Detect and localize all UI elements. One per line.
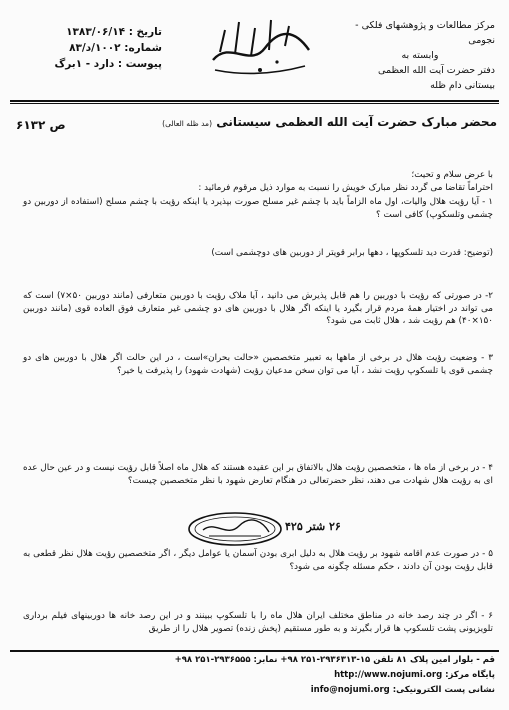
received-ref-number: ۶۱۳۲ ص [16,118,66,132]
footer-address: قم - بلوار امین پلاک ۸۱ تلفن ۱۵-۲۹۳۶۳۱۳-۲۵۱ ۹۸+ نمابر: ۲۹۳۶۵۵۵-۲۵۱ ۹۸+ [174,655,495,665]
header-divider-thin [10,103,499,104]
request-line: احتراماً تقاضا می گردد نظر مبارک خویش را نسبت به موارد ذیل مرقوم فرمائید : [198,183,493,193]
basmala-calligraphy [205,10,315,80]
addressee-text: محضر مبارک حضرت آیت الله العظمی سیستانی [216,115,497,129]
email-label: نشانی پست الکترونیکی: [392,685,495,695]
org-name: مرکز مطالعات و پژوهشهای فلکی - نجومی [355,20,495,46]
question-1: ۱ - آیا رؤیت هلال والیات، اول ماه الزاماً باید با چشم غیر مسلح صورت بپذیرد یا اینکه رؤیت با چشم مسلح (استفاده از دوربین دو چشمی وتلسکوپ) کافی است ؟ [23,197,493,220]
org-office: دفتر حضرت آیت الله العظمی بیستانی دام ظله [378,65,495,91]
org-affiliation: وابسته به [401,50,439,61]
website-link[interactable]: http://www.nojumi.org [334,670,443,680]
question-5: ۵ - در صورت عدم اقامه شهود بر رؤیت هلال به دلیل ابری بودن آسمان یا عوامل دیگر ، اگر متخصصین رؤیت هلال نظر قطعی به قابل رؤیت بودن آن دادند ، حکم مسئله چگونه می شود؟ [23,549,493,572]
letter-meta [12,24,162,72]
footer-divider [10,650,499,652]
letter-number: شماره: ۱۰۰۲/د/۸۳ [69,42,162,54]
website-label: پایگاه مرکز: [445,670,495,680]
addressee [117,115,497,129]
email-link[interactable]: info@nojumi.org [310,685,390,695]
addressee-honorific: (مد ظله العالی) [162,119,212,128]
letter-date: تاریخ : ۱۳۸۳/۰۶/۱۴ [66,26,162,38]
footer-website [15,670,495,680]
received-stamp-note: ۲۶ شتر ۴۲۵ [285,520,341,533]
footer-email [15,685,495,695]
header-divider [10,100,499,102]
office-stamp [185,510,285,548]
organization-header [345,18,495,93]
question-4: ۴ - در برخی از ماه ها ، متخصصین رؤیت هلال بالاتفاق بر این عقیده هستند که هلال ماه اصلاً قابل رؤیت نیست و در عین حال عده ای به رؤیت هلال شهادت می دهند، نظر حضرتعالی در هنگام تعارض شهود با نظر متخصصین چیست؟ [23,463,493,486]
greeting: با عرض سلام و تحیت؛ [411,170,493,180]
question-6: ۶ - اگر در چند رصد خانه در مناطق مختلف ایران هلال ماه را با تلسکوپ ببینند و در این رصد خانه ها دوربینهای فیلم برداری تلویزیونی پشت تلسکوپ ها قرار بگیرند و به طور مستقیم (پخش زنده) تصویر هلال را از طریق [23,611,493,634]
letter-attachment: پیوست : دارد - ۱برگ [54,58,162,70]
question-3: ۳ - وضعیت رؤیت هلال در برخی از ماهها به تعبیر متخصصین «حالت بحران»است ، در این حالت اگر هلال با دوربین های دو چشمی قوی یا تلسکوپ رؤیت نشد ، آیا می توان سخن مدعیان رؤیت (شهادت شهود) را پذیرفت یا خیر؟ [23,353,493,376]
question-2: ۲- در صورتی که رؤیت با دوربین را هم قابل پذیرش می دانید ، آیا ملاک رؤیت با دوربین متعارفی (مانند دوربین ۵۰×۷) است که می تواند در اختیار همهٔ مردم قرار بگیرد یا اینکه اگر هلال با دوربین های دو چشمی غیر متعارف فوق العاده قوی (مانند دوربین ۱۵۰×۴۰) هم رؤیت شد ، هلال ثابت می شود؟ [23,291,493,326]
question-1-note: (توضیح: قدرت دید تلسکوپها ، دهها برابر قویتر از دوربین های دوچشمی است) [211,248,493,258]
